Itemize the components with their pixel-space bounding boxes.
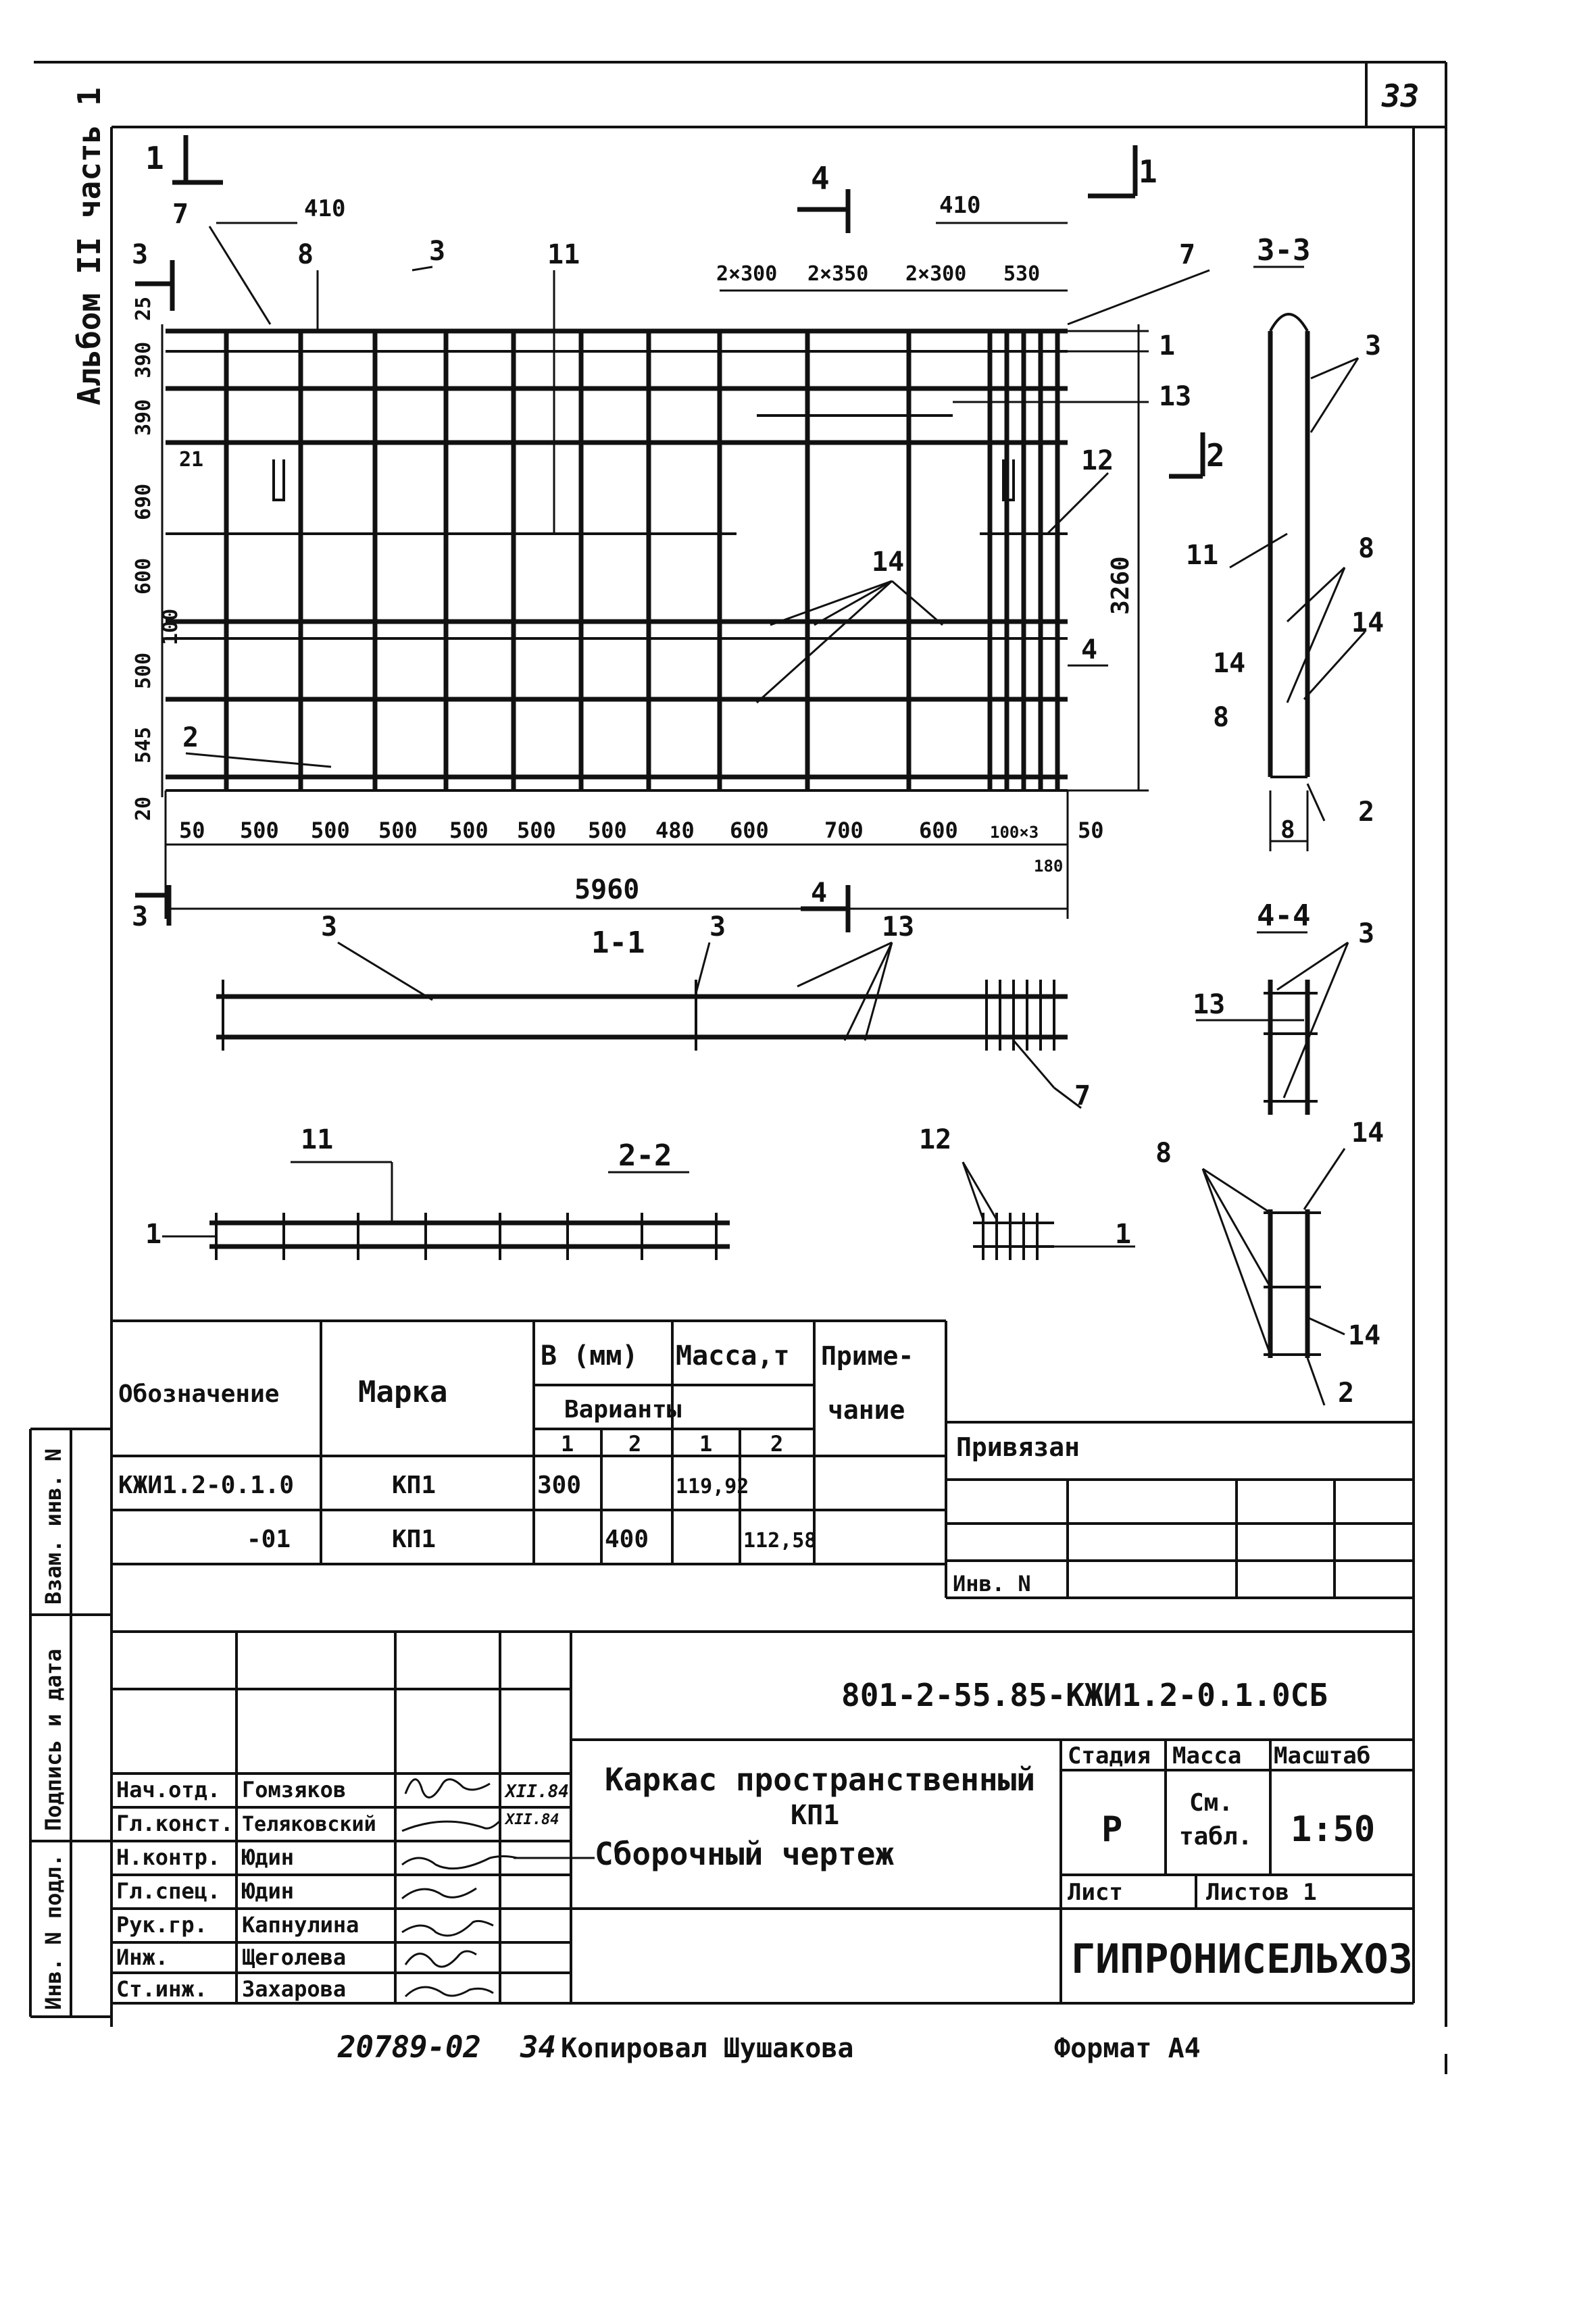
detail-12 [963,1162,1135,1260]
person-role-4: Рук.гр. [116,1912,207,1938]
right-dim-3260: 3260 [1107,556,1134,615]
section-4-4-title: 4-4 [1257,899,1311,933]
s22-label-1: 1 [145,1219,162,1250]
person-role-3: Гл.спец. [116,1878,221,1904]
det8-label-14b: 14 [1348,1320,1381,1351]
section-mark-3a: 3 [132,239,149,270]
s11-label-13: 13 [882,911,915,942]
section-1-1 [216,942,1081,1108]
section-3-3-title: 3-3 [1257,233,1311,268]
s33-label-3: 3 [1365,330,1382,361]
spec-row1-b1: 300 [537,1472,582,1499]
document-code: 801-2-55.85-КЖИ1.2-0.1.0СБ [841,1677,1328,1713]
bottom-dim-2: 500 [311,818,350,843]
person-role-0: Нач.отд. [116,1777,221,1803]
bottom-dim-180: 180 [1034,857,1064,876]
callout-1: 1 [1159,330,1176,361]
sheet-label: Лист [1068,1879,1123,1906]
person-date-1: XII.84 [505,1811,559,1828]
s33-label-14a: 14 [1351,607,1385,638]
spec-head-v2: 2 [628,1431,642,1457]
callout-7a: 7 [172,199,189,230]
plan-view [135,135,1210,932]
spec-head-variants: Варианты [564,1396,682,1424]
det8-label-14a: 14 [1351,1117,1385,1149]
mass-label: Масса [1172,1742,1242,1769]
bottom-dim-0: 50 [179,818,205,843]
top-dim-410a: 410 [304,195,346,222]
spec-row2-b2: 400 [605,1526,649,1553]
spec-row2-mark: КП1 [392,1526,437,1553]
footer-format: Формат А4 [1054,2033,1201,2064]
callout-11: 11 [547,239,580,270]
footer-copied: Копировал Шушакова [561,2033,854,2064]
spec-head-v4: 2 [770,1431,784,1457]
side-label-inv: Инв. N подл. [41,1853,66,2010]
s33-label-8c: 8 [1280,816,1295,844]
spec-row1-designation: КЖИ1.2-0.1.0 [118,1472,295,1499]
section-3-3 [1230,267,1365,851]
doc-title-1: Каркас пространственный [605,1761,1035,1798]
side-label-sign: Подпись и дата [41,1649,66,1831]
left-dim-20: 20 [132,796,155,821]
person-name-3: Юдин [242,1878,295,1904]
left-dim-25: 25 [132,296,155,321]
callout-14: 14 [872,547,905,578]
callout-13: 13 [1159,381,1192,412]
mass-value-1: См. [1189,1789,1234,1817]
bottom-dim-3: 500 [378,818,418,843]
mass-value-2: табл. [1179,1823,1253,1851]
s22-label-11: 11 [301,1124,334,1155]
spec-head-mass: Масса,т [676,1340,790,1372]
s33-label-11: 11 [1186,540,1219,571]
section-mark-4b: 4 [811,878,828,909]
detail-8 [1203,1149,1345,1405]
bottom-dim-5: 500 [517,818,556,843]
top-dim-2x300b: 2×300 [905,262,967,286]
det12-label-1: 1 [1115,1219,1132,1250]
top-dim-410b: 410 [939,192,981,219]
callout-12: 12 [1081,445,1114,476]
section-mark-3b: 3 [132,901,149,932]
sheets-label: Листов 1 [1206,1879,1317,1906]
s11-label-3a: 3 [321,911,338,942]
person-date-0: XII.84 [505,1782,569,1802]
spec-row1-m1: 119,92 [676,1475,749,1499]
organization: ГИПРОНИСЕЛЬХОЗ [1071,1936,1413,1983]
section-2-2-title: 2-2 [618,1138,672,1173]
callout-3: 3 [429,236,446,267]
top-dim-530: 530 [1003,262,1041,286]
s33-label-2: 2 [1358,797,1375,828]
side-label-replace: Взам. инв. N [41,1448,66,1605]
s44-label-3: 3 [1358,918,1375,949]
doc-title-2: КП1 [791,1800,840,1831]
s33-label-14b: 14 [1213,648,1246,679]
s33-label-8b: 8 [1213,702,1230,733]
det8-label-8: 8 [1155,1138,1172,1169]
left-dim-100: 100 [159,608,182,645]
callout-2: 2 [182,722,199,753]
album-label: Альбом II часть 1 [71,87,107,405]
person-role-6: Ст.инж. [116,1976,207,2002]
spec-row2-m2: 112,58 [743,1529,817,1553]
person-name-5: Щеголева [242,1944,347,1970]
det8-label-2: 2 [1338,1378,1355,1409]
spec-head-v1: 1 [561,1431,574,1457]
spec-head-v3: 1 [699,1431,713,1457]
bottom-dim-6: 500 [588,818,627,843]
bottom-dim-8: 600 [730,818,769,843]
sheet-number: 33 [1382,78,1420,114]
left-dim-600: 600 [132,557,155,595]
scale-value: 1:50 [1291,1809,1376,1850]
det12-label-12: 12 [919,1124,952,1155]
s11-label-3b: 3 [709,911,726,942]
section-4-4 [1196,932,1348,1115]
bottom-dims [179,818,1104,843]
spec-head-note-a: Приме- [821,1341,914,1371]
person-role-1: Гл.конст. [116,1811,234,1836]
section-mark-1a: 1 [145,140,164,176]
bottom-dim-7: 480 [655,818,695,843]
left-dim-21: 21 [179,448,204,472]
total-dim-5960: 5960 [574,874,640,905]
section-mark-1b: 1 [1139,153,1157,190]
s33-label-8a: 8 [1358,533,1375,564]
s44-label-13: 13 [1193,989,1226,1020]
person-name-6: Захарова [242,1976,347,2002]
scale-label: Масштаб [1274,1742,1371,1769]
top-dim-2x350: 2×350 [807,262,869,286]
section-1-1-title: 1-1 [591,926,645,960]
left-dim-545: 545 [132,726,155,763]
person-role-2: Н.контр. [116,1844,221,1870]
bottom-dim-9: 700 [824,818,864,843]
spec-head-note-b: чание [828,1395,905,1425]
section-mark-2: 2 [1206,437,1225,474]
bottom-dim-1: 500 [240,818,279,843]
bound-label: Привязан [956,1432,1080,1462]
spec-row1-mark: КП1 [392,1472,437,1499]
spec-head-mark: Марка [358,1375,448,1409]
person-role-5: Инж. [116,1944,169,1970]
spec-head-designation: Обозначение [118,1380,280,1408]
bottom-dim-12: 50 [1078,818,1104,843]
footer-order: 20789-02 [338,2030,481,2065]
spec-head-b: В (мм) [541,1340,639,1372]
section-mark-4a: 4 [811,160,830,197]
left-dim-500: 500 [132,652,155,689]
spec-row2-designation: -01 [247,1526,291,1553]
person-name-1: Теляковский [242,1813,376,1836]
person-name-0: Гомзяков [242,1777,347,1803]
bottom-dim-11: 100×3 [990,823,1039,842]
left-dim-390b: 390 [132,399,155,436]
person-name-4: Капнулина [242,1912,359,1938]
callout-8: 8 [297,239,314,270]
doc-title-3: Сборочный чертеж [595,1836,895,1872]
bottom-dim-10: 600 [919,818,958,843]
footer-page: 34 [520,2030,556,2065]
person-name-2: Юдин [242,1844,295,1870]
section-2-2 [162,1162,730,1260]
inv-label: Инв. N [953,1571,1031,1596]
top-dim-2x300a: 2×300 [716,262,778,286]
left-dim-390a: 390 [132,341,155,378]
stage-label: Стадия [1068,1742,1151,1769]
left-dim-690: 690 [132,483,155,520]
stage-value: Р [1101,1809,1123,1850]
bottom-dim-4: 500 [449,818,489,843]
callout-4: 4 [1081,634,1098,665]
s11-label-7: 7 [1074,1080,1091,1111]
callout-7b: 7 [1179,239,1196,270]
